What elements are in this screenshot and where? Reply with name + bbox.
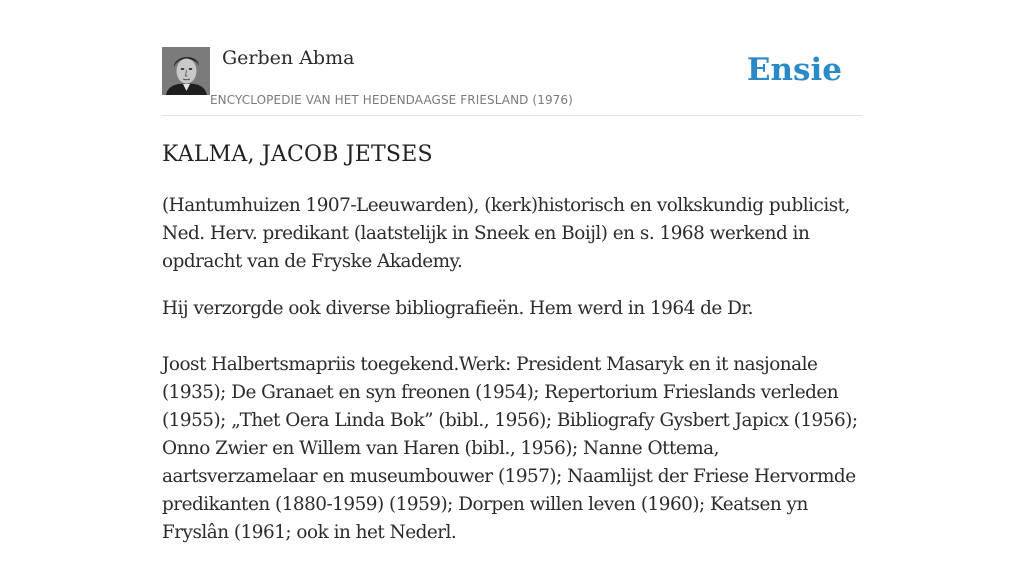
author-name[interactable]: Gerben Abma bbox=[222, 47, 355, 69]
author-portrait-icon bbox=[162, 47, 210, 95]
article-page bbox=[162, 0, 862, 543]
paragraph: (Hantumhuizen 1907-Leeuwarden), (kerk)historisch en volkskundig publicist, Ned. Herv. predikant (laatstelijk in Sneek en Boijl) en s. 1968 werkend in opdracht van de Fryske Akademy. bbox=[162, 195, 850, 272]
article-header bbox=[162, 0, 862, 116]
paragraph: Hij verzorgde ook diverse bibliografieën. Hem werd in 1964 de Dr. bbox=[162, 298, 753, 319]
entry-title: KALMA, JACOB JETSES bbox=[162, 142, 433, 167]
source-title[interactable]: ENCYCLOPEDIE VAN HET HEDENDAAGSE FRIESLAND (1976) bbox=[210, 93, 573, 107]
article-body bbox=[162, 192, 862, 566]
author-avatar[interactable] bbox=[162, 47, 210, 95]
paragraph: Joost Halbertsmapriis toegekend.Werk: President Masaryk en it nasjonale (1935); De Granaet en syn freonen (1954); Repertorium Frieslands verleden (1955); „Thet Oera Linda Bok” (bibl., 1956); Bibliografy Gysbert Japicx (1956); Onno Zwier en Willem van Haren (bibl., 1956); Nanne Ottema, aartsverzamelaar en museumbouwer (1957); Naamlijst der Friese Hervormde predikanten (1880-1959) (1959); Dorpen willen leven (1960); Keatsen yn Fryslân (1961; ook in het Nederl. bbox=[162, 354, 858, 543]
ensie-logo[interactable]: Ensie bbox=[746, 52, 842, 88]
